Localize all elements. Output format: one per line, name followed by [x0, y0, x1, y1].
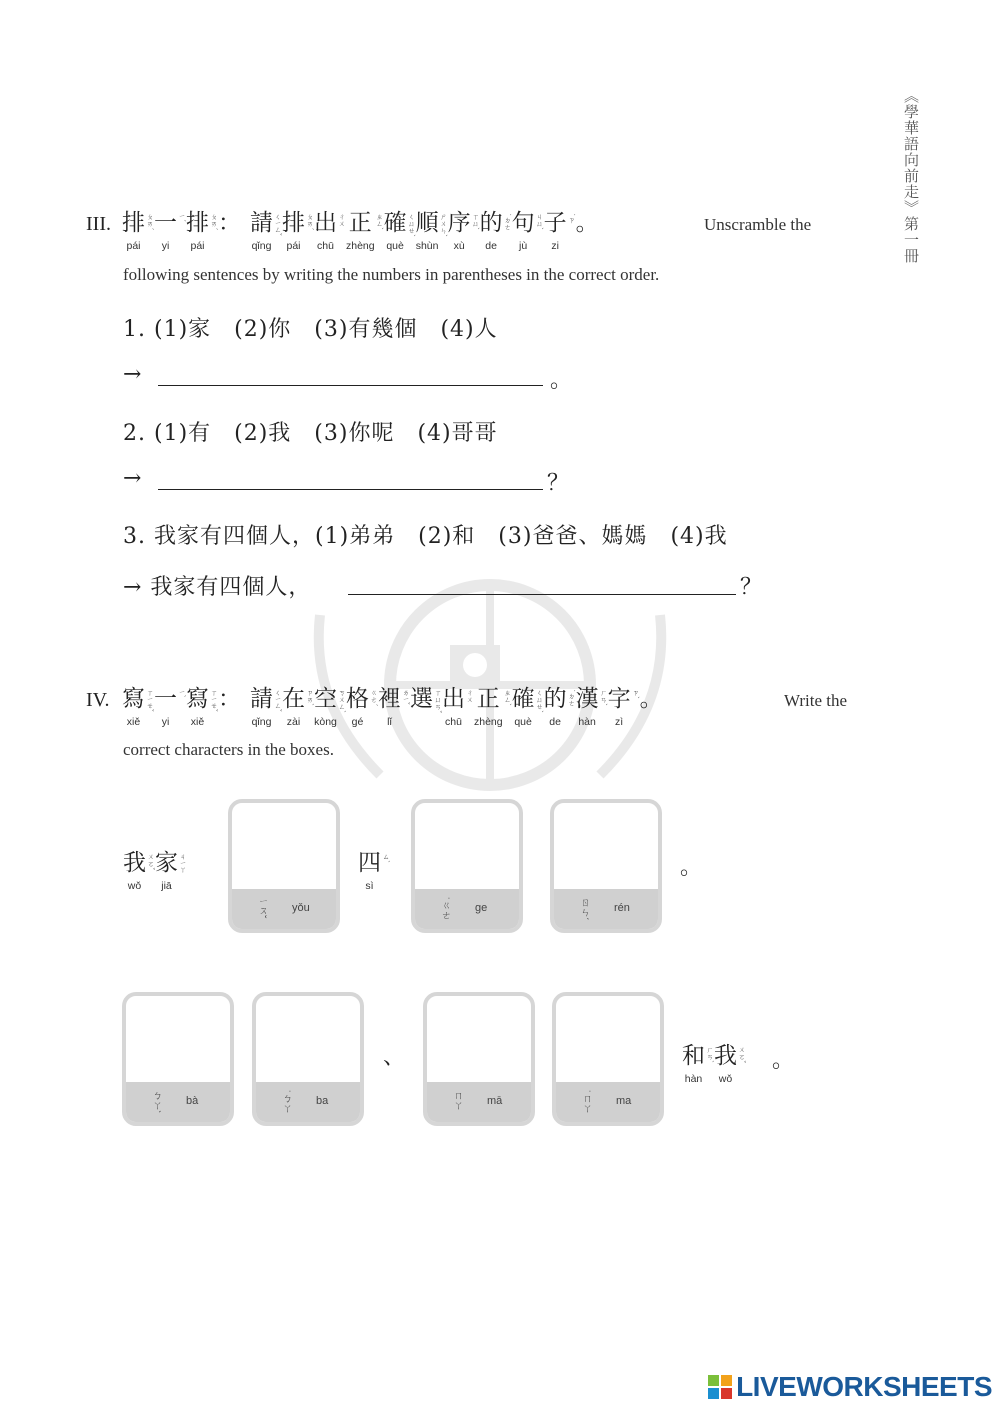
- char-han: 請: [250, 686, 273, 712]
- char-bopomofo: ㄒㄩㄢˇ: [434, 689, 442, 714]
- char-bopomofo: ˙ㄗ: [567, 213, 576, 224]
- annotated-char: [607, 686, 640, 728]
- char-han: 子: [543, 210, 567, 236]
- annotated-char: [123, 850, 155, 892]
- char-bopomofo: ㄎㄨㄥˋ: [338, 689, 346, 714]
- char-pinyin: [576, 240, 599, 252]
- char-pinyin: chū: [445, 716, 462, 728]
- char-pinyin: [640, 716, 663, 728]
- annotated-char: [415, 210, 448, 252]
- char-han: 寫: [186, 686, 209, 712]
- box-zhuyin: ˙ㄍㄜ: [439, 897, 450, 921]
- annotated-char: [186, 686, 218, 728]
- box-hint: [427, 1082, 531, 1122]
- answer-box-ba[interactable]: [252, 992, 364, 1126]
- annotated-char: [314, 686, 346, 728]
- section-4-instruction-1: Write the: [784, 691, 848, 710]
- annotated-char: [442, 686, 474, 728]
- char-pinyin: sì: [365, 880, 374, 892]
- box-hint: [232, 889, 336, 929]
- annotated-char: [186, 210, 218, 252]
- char-han: 我: [123, 850, 146, 876]
- char-pinyin: gé: [351, 716, 364, 728]
- liveworksheets-logo[interactable]: [708, 1371, 992, 1403]
- box-hint: [256, 1082, 360, 1122]
- char-han: 的: [479, 210, 503, 236]
- annotated-char: [447, 210, 480, 252]
- char-han: 家: [155, 850, 178, 876]
- char-bopomofo: ㄗˋ: [631, 689, 640, 700]
- char-pinyin: de: [549, 716, 561, 728]
- box-pinyin: rén: [614, 902, 630, 914]
- annotated-char: [282, 210, 314, 252]
- char-han: ：: [218, 210, 241, 236]
- char-han: 正: [348, 210, 372, 236]
- char-han: 在: [282, 686, 305, 712]
- char-bopomofo: ㄌㄧˇ: [402, 689, 410, 706]
- row1-lead-text: [123, 850, 187, 893]
- char-han: 。: [575, 210, 599, 236]
- annotated-char: [250, 210, 282, 252]
- char-bopomofo: ㄑㄩㄝˋ: [407, 213, 416, 238]
- char-bopomofo: ㄆㄞˊ: [146, 213, 154, 231]
- char-pinyin: hàn: [578, 716, 596, 728]
- char-han: 排: [282, 210, 305, 236]
- annotated-char: [543, 210, 576, 252]
- answer-box-ren[interactable]: [550, 799, 662, 933]
- annotated-char: [511, 210, 544, 252]
- char-pinyin: kòng: [314, 716, 337, 728]
- char-han: 一: [154, 210, 177, 236]
- char-pinyin: jù: [519, 240, 528, 252]
- char-pinyin: pái: [126, 240, 141, 252]
- box-zhuyin: ㄧㄡˇ: [256, 897, 267, 919]
- char-han: 出: [442, 686, 465, 712]
- char-han: 排: [122, 210, 145, 236]
- char-pinyin: wǒ: [127, 880, 142, 892]
- char-bopomofo: ㄆㄞˊ: [210, 213, 218, 231]
- answer-box-ge[interactable]: [411, 799, 523, 933]
- char-pinyin: zài: [286, 716, 301, 728]
- box-hint: [126, 1082, 230, 1122]
- section-4-instruction-2: correct characters in the boxes.: [123, 740, 334, 759]
- char-bopomofo: ㄏㄢˋ: [706, 1046, 714, 1064]
- annotated-char: [346, 210, 384, 252]
- answer-box-you[interactable]: [228, 799, 340, 933]
- annotated-char: [154, 210, 186, 252]
- char-han: 和: [682, 1043, 705, 1069]
- char-bopomofo: ㄏㄢˋ: [599, 689, 608, 707]
- char-han: ：: [218, 686, 241, 712]
- char-han: 排: [186, 210, 209, 236]
- char-han: 漢: [575, 686, 599, 712]
- char-pinyin: [410, 716, 433, 728]
- question-2: 2. (1)有 (2)我 (3)你呢 (4)哥哥: [123, 421, 498, 446]
- question-1: 1. (1)家 (2)你 (3)有幾個 (4)人: [123, 317, 498, 342]
- annotated-char: [378, 686, 410, 728]
- box-zhuyin: ㄅㄚˋ: [150, 1090, 161, 1114]
- answer-line-1[interactable]: [158, 385, 543, 386]
- char-pinyin: qǐng: [251, 716, 272, 728]
- box-hint: [554, 889, 658, 929]
- box-zhuyin: ㄇㄚ: [451, 1090, 462, 1110]
- char-han: 格: [346, 686, 369, 712]
- section-4-title: [122, 686, 672, 729]
- box-pinyin: bà: [186, 1095, 199, 1107]
- char-bopomofo: ㄗㄞˋ: [306, 689, 314, 707]
- char-han: 順: [415, 210, 439, 236]
- char-bopomofo: ˙ㄉㄜ: [503, 213, 512, 231]
- char-bopomofo: ㄔㄨ: [338, 213, 346, 227]
- char-bopomofo: ㄐㄩˋ: [535, 213, 544, 231]
- box-pinyin: ma: [616, 1095, 632, 1107]
- char-bopomofo: ㄓㄥˋ: [503, 689, 512, 707]
- box-pinyin: yǒu: [292, 902, 310, 914]
- answer-box-ba4[interactable]: [122, 992, 234, 1126]
- char-pinyin: qǐng: [251, 240, 272, 252]
- section-4-label: IV.: [86, 689, 110, 711]
- char-han: 四: [358, 850, 381, 876]
- char-bopomofo: ㄓㄥˋ: [375, 213, 384, 231]
- char-bopomofo: ㄨㄛˇ: [738, 1046, 746, 1064]
- char-pinyin: pái: [286, 240, 301, 252]
- char-pinyin: què: [386, 240, 404, 252]
- char-han: 一: [154, 686, 177, 712]
- answer-box-ma[interactable]: [552, 992, 664, 1126]
- box-hint: [415, 889, 519, 929]
- char-pinyin: [218, 240, 241, 252]
- book-title: 《學華語向前走》第一冊: [902, 88, 920, 264]
- char-pinyin: zhèng: [346, 240, 375, 252]
- section-3-label: III.: [86, 213, 111, 235]
- section-3-instruction-2: following sentences by writing the numbers in parentheses in the correct order.: [123, 265, 660, 284]
- annotated-char: [543, 686, 576, 728]
- char-han: 。: [639, 686, 663, 712]
- char-bopomofo: ㄆㄞˊ: [306, 213, 314, 231]
- char-han: 正: [476, 686, 500, 712]
- annotated-char: [576, 210, 599, 252]
- row2-period: 。: [772, 1048, 796, 1073]
- char-bopomofo: ㄧˊ: [178, 213, 186, 223]
- annotated-char: [511, 686, 544, 728]
- row1-period: 。: [680, 855, 704, 880]
- char-pinyin: hàn: [684, 1073, 703, 1085]
- box-pinyin: ba: [316, 1095, 329, 1107]
- char-han: 的: [543, 686, 567, 712]
- char-han: 寫: [122, 686, 145, 712]
- answer-3-prefix: → 我家有四個人，: [123, 575, 312, 600]
- row2-separator: 、: [383, 1045, 407, 1070]
- char-pinyin: [218, 716, 241, 728]
- annotated-char: [282, 686, 314, 728]
- annotated-char: [122, 210, 154, 252]
- answer-1-end: 。: [550, 368, 574, 393]
- annotated-char: [122, 686, 154, 728]
- section-3-title: [122, 210, 608, 253]
- char-han: 序: [447, 210, 471, 236]
- char-han: 句: [511, 210, 535, 236]
- annotated-char: [575, 686, 608, 728]
- annotated-char: [358, 850, 390, 892]
- char-pinyin: què: [514, 716, 532, 728]
- char-pinyin: de: [485, 240, 497, 252]
- char-pinyin: pái: [190, 240, 205, 252]
- char-pinyin: chū: [317, 240, 334, 252]
- row2-tail-text: [682, 1043, 746, 1086]
- char-han: 選: [410, 686, 433, 712]
- box-zhuyin: ㄖㄣˊ: [578, 897, 589, 921]
- char-pinyin: yi: [161, 716, 170, 728]
- char-bopomofo: ㄔㄨ: [466, 689, 474, 703]
- char-bopomofo: ㄑㄧㄥˇ: [274, 213, 282, 237]
- box-zhuyin: ˙ㄅㄚ: [280, 1090, 291, 1114]
- box-pinyin: ge: [475, 902, 488, 914]
- char-pinyin: yi: [161, 240, 170, 252]
- char-han: 出: [314, 210, 337, 236]
- char-bopomofo: ㄐㄧㄚ: [179, 853, 187, 873]
- char-han: 確: [383, 210, 407, 236]
- annotated-char: [154, 686, 186, 728]
- char-han: 確: [511, 686, 535, 712]
- annotated-char: [218, 210, 241, 252]
- char-pinyin: zhèng: [474, 716, 503, 728]
- section-3-instruction-1: Unscramble the: [704, 215, 812, 234]
- answer-box-ma1[interactable]: [423, 992, 535, 1126]
- annotated-char: [155, 850, 187, 892]
- char-bopomofo: ㄍㄜˊ: [370, 689, 378, 707]
- char-bopomofo: ㄒㄧㄝˇ: [146, 689, 154, 713]
- annotated-char: [682, 1043, 714, 1085]
- annotated-char: [314, 210, 346, 252]
- question-3: 3. 我家有四個人，(1)弟弟 (2)和 (3)爸爸、媽媽 (4)我: [123, 524, 728, 549]
- row1-mid-text: [358, 850, 390, 893]
- answer-2-end: ？: [547, 471, 571, 496]
- char-han: 請: [250, 210, 273, 236]
- answer-3-end: ？: [740, 575, 764, 600]
- annotated-char: [714, 1043, 746, 1085]
- char-bopomofo: ˙ㄉㄜ: [567, 689, 576, 707]
- char-han: 裡: [378, 686, 401, 712]
- annotated-char: [474, 686, 512, 728]
- annotated-char: [250, 686, 282, 728]
- answer-line-2[interactable]: [158, 489, 543, 490]
- char-bopomofo: ㄧˋ: [178, 689, 186, 699]
- char-bopomofo: ㄕㄨㄣˋ: [439, 213, 448, 238]
- annotated-char: [346, 686, 378, 728]
- char-bopomofo: ㄑㄧㄥˇ: [274, 689, 282, 713]
- box-hint: [556, 1082, 660, 1122]
- emblem-watermark: [300, 575, 680, 795]
- char-pinyin: lǐ: [387, 716, 392, 728]
- char-han: 我: [714, 1043, 737, 1069]
- annotated-char: [410, 686, 442, 728]
- logo-text: LIVEWORKSHEETS: [736, 1371, 992, 1402]
- char-pinyin: xù: [453, 240, 465, 252]
- answer-line-3[interactable]: [348, 594, 736, 595]
- char-pinyin: jiā: [161, 880, 172, 892]
- char-bopomofo: ㄒㄧㄝˇ: [210, 689, 218, 713]
- char-bopomofo: ㄙˋ: [382, 853, 390, 864]
- char-pinyin: zi: [551, 240, 559, 252]
- annotated-char: [383, 210, 416, 252]
- char-han: 空: [314, 686, 337, 712]
- char-pinyin: xiě: [126, 716, 141, 728]
- char-pinyin: zì: [615, 716, 624, 728]
- char-bopomofo: ㄨㄛˇ: [147, 853, 155, 871]
- char-han: 字: [607, 686, 631, 712]
- char-pinyin: shùn: [415, 240, 439, 252]
- char-pinyin: xiě: [190, 716, 205, 728]
- annotated-char: [218, 686, 241, 728]
- arrow-1: →: [123, 362, 143, 387]
- char-pinyin: wǒ: [718, 1073, 733, 1085]
- arrow-2: →: [123, 466, 143, 491]
- annotated-char: [479, 210, 512, 252]
- box-pinyin: mā: [487, 1095, 503, 1107]
- annotated-char: [640, 686, 663, 728]
- char-bopomofo: ㄑㄩㄝˋ: [535, 689, 544, 714]
- box-zhuyin: ˙ㄇㄚ: [580, 1090, 591, 1114]
- char-bopomofo: ㄒㄩˋ: [471, 213, 480, 231]
- liveworksheets-logo-icon: [708, 1375, 732, 1399]
